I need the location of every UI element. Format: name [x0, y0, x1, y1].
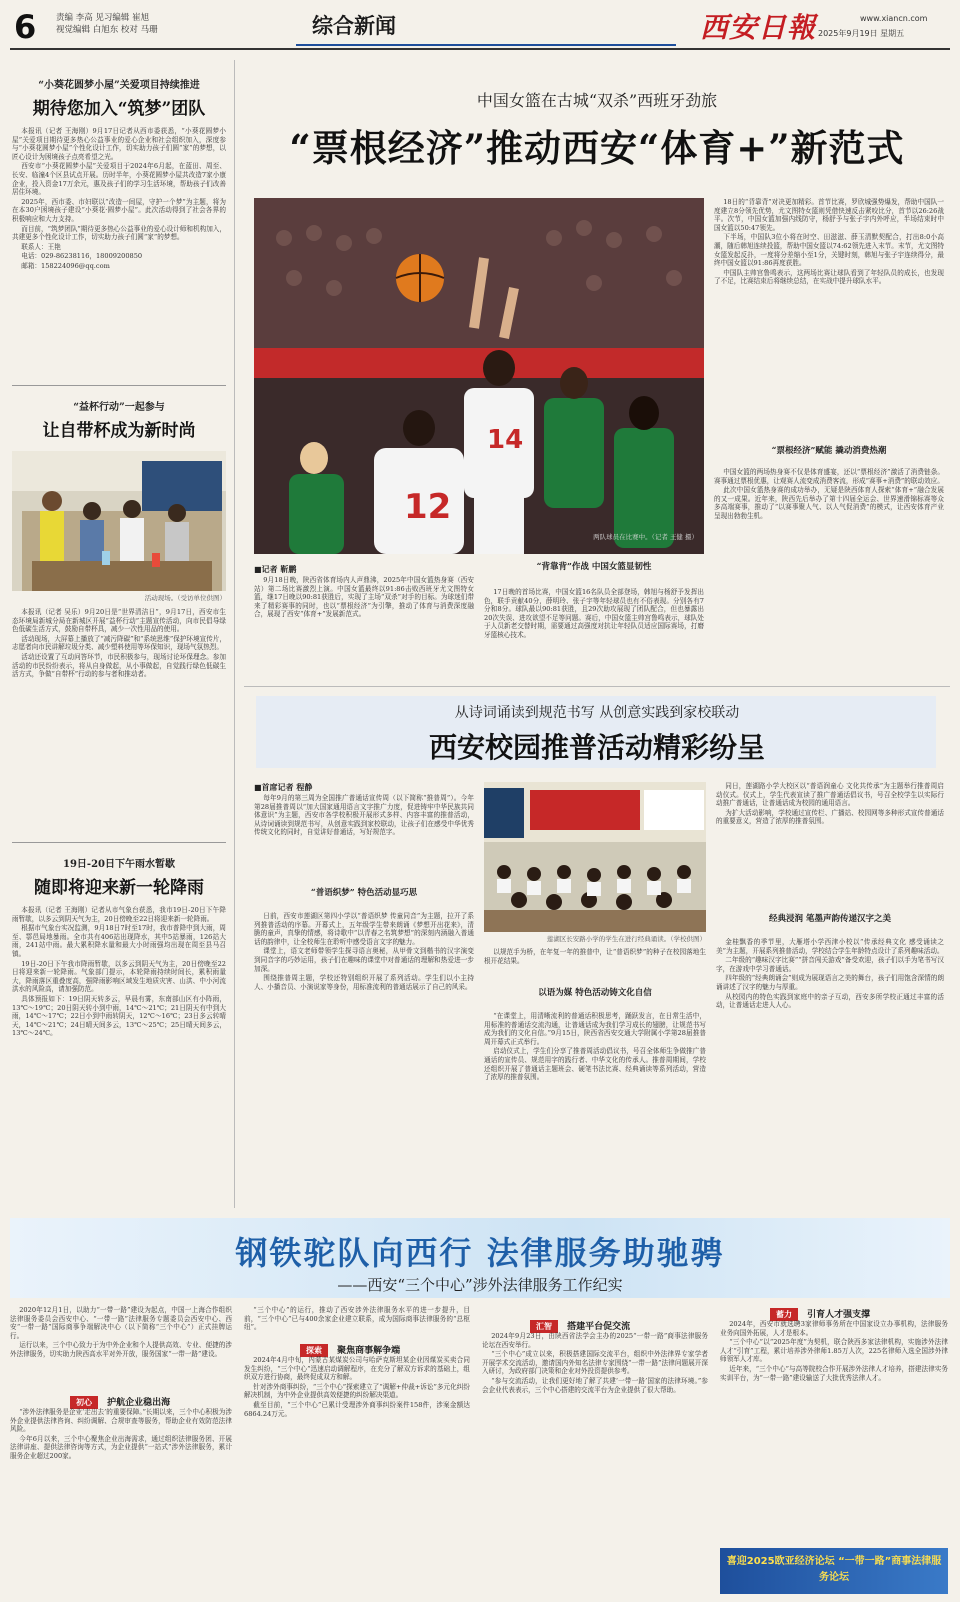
campus-col3b-p4: 从校园内的特色实践到家庭中的亲子互动，西安多所学校正通过丰富的活动，让普通话走进人人心。	[716, 992, 944, 1010]
a1-phone: 电话：029-86238116，18009200850	[21, 252, 143, 261]
legal-subtitle: ——西安“三个中心”涉外法律服务工作纪实	[337, 1276, 623, 1294]
issue-date: 2025年9月19日 星期五	[818, 29, 905, 38]
campus-col2-p1: 以规范手为桥，在年复一年的推普中，让“普语织梦”的种子在校园落地生根开花结果。	[484, 948, 706, 965]
a3-p3: 19日-20日下午我市降雨暂歇，以多云到阴天气为主，20日傍晚至22日将迎来新一轮降雨。气象部门提示，本轮降雨持续时间长，累积雨量大，降雨落区重叠度高，强降雨影响区域发生地质灾害、山洪、中小河流洪水的风险高，请加强防范。	[12, 959, 226, 994]
main-article	[244, 56, 950, 680]
campus-col3b-p1: 金桂飘香的季节里，大雁塔小学西津小校以“传承经典文化 感受诵读之美”为主题，开展系列推普活动，学校结合学生年龄特点设计了系列趣味活动。	[716, 938, 944, 955]
newspaper-logo: 西安日報	[700, 11, 817, 44]
basketball-photo	[254, 198, 704, 554]
classroom-photo-image	[484, 782, 706, 932]
main-col-3b	[714, 468, 944, 676]
section-title: 综合新闻	[312, 14, 396, 38]
legal-title: 钢铁驼队向西行 法律服务助驰骋	[235, 1234, 725, 1272]
main-col3b-p2: 此次中国女篮热身赛的成功举办，无疑是陕西体育人探索“体育+”融合发展的又一成果。近年来，陕西先后举办了第十四届全运会、世界速滑锦标赛等众多高端赛事，推动了“以赛事聚人气、以人气促消费”的模式，让西安体育产业呈现出勃勃生机。	[714, 486, 944, 520]
legal-c3-p1: 2024年9月23日，由陕西省法学会主办的2025“一带一路”商事法律服务论坛在西安举行。	[482, 1332, 708, 1349]
legal-c2-p1: 2024年4月中旬，内蒙古某煤炭公司与哈萨克斯坦某企业因煤炭买卖合同发生纠纷，“三个中心”迅速启动调解程序，在充分了解双方诉求的基础上，组织双方进行协商，最终促成双方和解。	[244, 1356, 470, 1382]
main-col3b-p1: 中国女篮的两场热身赛不仅是体育盛宴，还以“票根经济”激活了消费链条。赛事通过票根优惠，让观赛人流变成消费客流，形成“赛事+消费”的联动效应。	[714, 468, 944, 485]
campus-col3b-p2: 二年级的“趣味汉字比赛”“拼音闯关游戏”备受欢迎，孩子们以手为笔书写汉字，在游戏中学习普通话。	[716, 956, 944, 973]
campus-sub-1: “普语织梦” 特色活动显巧思	[310, 888, 418, 898]
legal-c2-p2: 针对涉外商事纠纷，“三个中心”探索建立了“调解+仲裁+诉讼”多元化纠纷解决机制，为中外企业提供高效便捷的纠纷解决渠道。	[244, 1382, 470, 1400]
article-3-body	[12, 906, 226, 1142]
legal-intro	[10, 1306, 232, 1386]
main-col3-p1: 18日的“背靠背”对决更加精彩。首节比赛，罗欣城强势爆发，帮助中国队一度建立8分领先优势，尤文图特女篮则凭借快速反击紧咬比分，首节以26:26战平。次节，中国女篮加强内线防守，杨舒予与张子宇内外呼应，半场结束时中国女篮以50:47领先。	[714, 198, 944, 232]
a1-email: 邮箱：158224096@qq.com	[21, 261, 110, 270]
a2-p3: 活动还设置了互动问答环节，市民积极参与，现场讨论环保理念。参加活动的市民纷纷表示，将从自身做起，从小事做起，自觉践行绿色低碳生活方式，争做“自带杯”行动的参与者和推动者。	[12, 652, 226, 679]
legal-col-2	[244, 1356, 470, 1594]
article-1-kicker: “小葵花圆梦小屋”关爱项目持续推进	[38, 80, 200, 91]
campus-kicker: 从诗词诵读到规范书写 从创意实践到家校联动	[454, 705, 740, 721]
campus-col-2	[484, 948, 706, 972]
legal-intro-p1: 2020年12月1日，以助力“一带一路”建设为起点，中国一上海合作组织法律服务委员会西安中心、“一带一路”法律服务专题委员会西安中心、西安“一带一路”国际商事争端解决中心（以下简称“三个中心”）正式挂牌运行。	[10, 1306, 232, 1340]
tag-2-row	[300, 1338, 470, 1357]
campus-col3b-p3: 四年级的“经典朗诵会”则成为展现语言之美的舞台，孩子们用饱含深情的朗诵讲述了汉字的魅力与厚重。	[716, 974, 944, 991]
main-col-2	[484, 588, 704, 676]
article-2-kicker: “益杯行动”一起参与	[73, 402, 165, 413]
main-byline: ■记者 靳鹏	[254, 565, 297, 574]
main-kicker: 中国女篮在古城“双杀”西班牙劲旅	[476, 91, 718, 110]
campus-col1b-p3: 围绕推普周主题，学校还特别组织开展了系列活动。学生们以小主持人、小播音员、小演说家等身份，用标准流利的普通话展示了自己的风采。	[254, 974, 474, 991]
campus-col-3b	[716, 938, 944, 1206]
campus-col-1b	[254, 912, 474, 1206]
legal-c1-p1: “涉外法律服务是企业‘走出去’的重要保障。”长期以来，三个中心积极为涉外企业提供法律咨询、纠纷调解、合规审查等服务，帮助企业有效防范法律风险。	[10, 1408, 232, 1434]
article-3-kicker: 19日-20日下午雨水暂歇	[63, 859, 175, 870]
main-sub-2: “票根经济”赋能 撬动消费热潮	[771, 446, 887, 456]
activity-photo-caption: 活动现场。（受访单位供图）	[144, 594, 226, 602]
campus-col1b-p1: 日前，西安市莲湖区第四小学以“普语织梦 传童同音”为主题，拉开了系列推普活动的序幕。开幕式上，五年级学生带来朗诵《梦想开出花来》，清脆的童声，真挚的情感，将诗歌中“以青春之名筑梦想”的深刻内涵融入普通话的韵律中，让全校师生在聆听中感受语言文字的魅力。	[254, 912, 474, 946]
divider	[12, 842, 226, 843]
left-column-divider	[234, 60, 235, 1208]
editor-line-1: 责编 李高 见习编辑 崔旭	[56, 13, 150, 23]
page-number: 6	[14, 8, 37, 46]
a1-p3: 2025年，西市委、市妇联以“改造一间屋，守护一个梦”为主题，将为在本30户困境孩子建设“小葵花·圆梦小屋”。此次活动得到了社会各界的积极响应和大力支持。	[12, 197, 226, 223]
article-2-body	[12, 608, 226, 836]
tag-3-row	[530, 1314, 700, 1333]
legal-c1-p2: 今年6月以来，三个中心聚焦企业出海需求，通过组织法律服务团、开展法律讲座、提供法律咨询等方式，为企业提供“一站式”涉外法律服务，累计服务企业超过200家。	[10, 1434, 232, 1460]
tag-2-title: 聚焦商事解争端	[337, 1346, 401, 1356]
a1-contact: 联系人：王艳	[21, 242, 61, 251]
campus-sub-2: 以语为媒 特色活动铸文化自信	[538, 988, 652, 998]
forum-ad	[720, 1548, 948, 1594]
tag-2: 探索	[300, 1344, 328, 1357]
activity-photo-image	[12, 451, 226, 591]
tag-4-title: 引育人才强支撑	[807, 1310, 871, 1320]
masthead	[0, 0, 960, 50]
legal-col-4	[720, 1320, 948, 1542]
campus-title: 西安校园推普活动精彩纷呈	[428, 731, 765, 764]
a2-p2: 活动现场，大屏幕上播放了“减污降碳”和“系统思维”保护环境宣传片，志愿者向市民讲解垃圾分类、减少塑料使用等环保知识，现场气氛热烈。	[12, 634, 226, 652]
a1-p1: 本报讯（记者 王海刚）9月17日记者从西市委获悉，“小葵花圆梦小屋”关爱项目期待更多热心公益事业的爱心企业和社会组织加入，深度参与“小葵花圆梦小屋”个性化设计工作，切实助力孩子们圆“家”的梦想，以匠心设计为困境孩子点亮希望之光。	[12, 127, 226, 161]
masthead-rule	[10, 48, 950, 50]
svg-text:12: 12	[404, 487, 452, 527]
article-3-title: 随即将迎来新一轮降雨	[34, 878, 204, 898]
forum-ad-text: 喜迎2025欧亚经济论坛 “一带一路”商事法律服务论坛	[726, 1556, 942, 1583]
legal-c4-p3: 近年来，“三个中心”与高等院校合作开展涉外法律人才培养，搭建法律实务实训平台，为“一带一路”建设输送了大批优秀法律人才。	[720, 1364, 948, 1382]
legal-c3-p3: “参与交流活动，让我们更好地了解了共建‘一带一路’国家的法律环境。”参会企业代表表示，三个中心搭建的交流平台为企业提供了很大帮助。	[482, 1376, 708, 1394]
tag-1: 初心	[70, 1396, 98, 1409]
basketball-photo-caption: 两队球员在比赛中。（记者 王健 摄）	[593, 533, 698, 541]
main-title: “票根经济”推动西安“体育+”新范式	[289, 126, 905, 170]
divider	[12, 385, 226, 386]
legal-c4-p1: 2024年，西安市就选聘3家律师事务所在中国家设立办事机构，法律服务业务向国外拓展，人才是根本。	[720, 1320, 948, 1337]
campus-sub-3: 经典浸润 笔墨声韵传递汉字之美	[769, 914, 891, 924]
campus-col-2b	[484, 1012, 706, 1206]
main-col-3	[714, 198, 944, 436]
tag-1-row	[70, 1390, 240, 1409]
article-1-title: 期待您加入“筑梦”团队	[32, 99, 206, 119]
legal-intro-p2: 运行以来，三个中心致力于为中外企业和个人提供高效、专业、便捷的涉外法律服务，切实助力陕西高水平对外开放，服务国家“一带一路”建设。	[10, 1341, 232, 1358]
campus-byline: ■首席记者 程静	[254, 783, 313, 792]
tag-4: 蓄力	[770, 1308, 798, 1321]
legal-feature	[10, 1218, 950, 1598]
main-col-1	[254, 576, 474, 676]
campus-col-1	[254, 794, 474, 882]
legal-col-2-top	[244, 1306, 470, 1336]
a3-p4: 具体预报如下：19日阴天转多云，早晨有雾，东南部山区有小阵雨，13℃～19℃；20日阴天转小到中雨，14℃～21℃；21日阴天有中到大雨，14℃～17℃；22日小到中雨转阴天，12℃～16℃；23日多云转晴天，14℃～21℃；24日晴天间多云，13℃～25℃；25日晴天间多云，13℃～24℃。	[12, 994, 226, 1038]
article-2-title: 让自带杯成为新时尚	[42, 421, 196, 441]
main-col3-p2: 下半场，中国队3位小将在时空、田滋滋、薛玉清默契配合，打出8:0小高潮，随后韩旭连续投篮，帮助中国女篮以74:62领先进入末节。末节，尤文图特女篮发起反扑，一度将分差缩小至1分，关键时刻，韩旭与张子宇连续得分，最终中国女篮以91:86再度获胜。	[714, 233, 944, 268]
legal-c3-p2: “三个中心”成立以来，积极搭建国际交流平台，组织中外法律界专家学者开展学术交流活动，邀请国内外知名法律专家围绕“一带一路”法律问题展开深入研讨，为政府部门决策和企业对外投资提供参考。	[482, 1350, 708, 1376]
classroom-photo-caption: 莲湖区长安路小学的学生在进行经典诵读。（学校供图）	[546, 935, 706, 943]
tag-1-title: 护航企业稳出海	[107, 1398, 171, 1408]
main-col2-p1: 17日晚的首场比赛，中国女篮16名队员全部登场，韩旭与杨舒予发挥出色，联手贡献40分，薛明玲、张子宇等年轻球员也有不俗表现。分别各有7分和8分。球队最以90:81获胜，且29次助攻展现了团队配合，但也暴露出20次失误、进攻欲望不足等问题。赛后，中国女篮主帅宫鲁鸣表示，球队处于人员新老交替时期，需要通过高强度对抗让年轻队员适应国际赛场，打磨牙篮核心技术。	[484, 588, 704, 639]
a1-p4: 而目前，“筑梦团队”期待更多热心公益事业的爱心设计师和机构加入，共建更多个性化设计工作，切实助力孩子们圆“家”的梦想。	[12, 224, 226, 242]
campus-col1-p1: 每年9月的第三周为全国推广普通话宣传周（以下简称“推普周”）。今年第28届推普周以“加大国家通用语言文字推广力度，促进铸牢中华民族共同体意识”为主题，西安市各学校积极开展形式多样、内容丰富的推普活动，从诗词诵读到规范书写，从创意实践到家校联动，让孩子们在感受中华优秀传统文化的同时，自觉讲好普通话，写好规范字。	[254, 794, 474, 837]
campus-col3-p1: 同日，莲湖路小学大校区以“普语润童心 文化共传承”为主题举行推普周启动仪式。仪式上，学生代表宣读了推广普通话倡议书，号召全校学生以实际行动推广普通话，让普通话成为校园的通用语言。	[716, 782, 944, 808]
campus-col1b-p2: 课堂上，语文老师带领学生探寻语言奥秘，从甲骨文到楷书的汉字演变到同音字的巧妙运用，孩子们在趣味的课堂中对普通话的理解和热爱进一步加深。	[254, 947, 474, 973]
main-bottom-rule	[244, 686, 950, 687]
main-col3-p3: 中国队主帅宫鲁鸣表示，这两场比赛让球队看到了年轻队员的成长，也发现了不足，比赛结束后将继续总结，在实战中提升球队水平。	[714, 268, 944, 286]
main-col1-p1: 9月18日晚，陕西省体育场内人声鼎沸，2025年中国女篮热身赛（西安站）第二场比赛激烈上演。中国女篮最终以91:86击败西班牙尤文图特女篮，继17日晚以90:81获胜后，实现了主场“双杀”对手的目标。为球迷们带来了精彩赛事的同时，也以“票根经济”为引擎，推动了体育与消费深度融合，展现了西安“体育+”发展新范式。	[254, 576, 474, 619]
main-sub-1: “背靠背”作战 中国女篮显韧性	[536, 562, 652, 572]
campus-article	[244, 690, 950, 1210]
a3-p1: 本报讯（记者 王海刚）记者从市气象台获悉，我市19日-20日下午降雨暂歇，以多云到阴天气为主，20日傍晚至22日将迎来新一轮降雨。	[12, 906, 226, 923]
a2-p1: 本报讯（记者 吴乐）9月20日是“世界清洁日”，9月17日，西安市生态环境局新城分局在新城区开展“益杯行动”主题宣传活动，向市民倡导绿色低碳生活方式，鼓励自带杯具，减少一次性用品的使用。	[12, 608, 226, 634]
a3-p2: 根据市气象台实况监测，9月18日7时至17时，我市普降中到大雨，周至、鄠邑局地暴雨。全市共有406站出现降水，其中5站暴雨，126站大雨，241站中雨。最大累积降水量和最大小时雨强均出现在周至县马召镇。	[12, 924, 226, 958]
svg-text:14: 14	[487, 425, 524, 455]
website: www.xiancn.com	[860, 14, 928, 23]
left-column	[12, 56, 226, 1216]
campus-col2b-p2: 启动仪式上，学生们分享了推普周活动倡议书，号召全体师生争做推广普通话的宣传员、规范用字的践行者、中华文化的传承人。推普周期间，学校还组织开展了普通话主题班会、硬笔书法比赛、经典诵读等系列活动，营造了浓厚的推普氛围。	[484, 1047, 706, 1082]
legal-c4-p2: “三个中心”以“2025年度”为契机，联合陕西多家法律机构，实施涉外法律人才“引育”工程，累计培养涉外律师1.85万人次，225名律师入选全国涉外律师领军人才库。	[720, 1338, 948, 1364]
editor-line-2: 视觉编辑 白旭东 校对 马珊	[56, 25, 158, 35]
legal-c2-p3: 截至目前，“三个中心”已累计受理涉外商事纠纷案件158件，涉案金额达6864.24万元。	[244, 1400, 470, 1418]
editors	[56, 12, 158, 36]
legal-col-1	[10, 1408, 232, 1594]
campus-col-3	[716, 782, 944, 906]
legal-banner	[10, 1218, 950, 1298]
tag-3: 汇智	[530, 1320, 558, 1333]
legal-col-3	[482, 1332, 708, 1594]
tag-3-title: 搭建平台促交流	[567, 1322, 631, 1332]
a1-p2: 西安市“小葵花圆梦小屋”关爱项目于2024年6月起，在蓝田、周至、长安、临潼4个区县试点开展。历时半年，小葵花圆梦小屋共改造7家小康企业，投入资金17万余元，惠及孩子们的学习生活环境，帮助孩子们改善居住环境。	[12, 162, 226, 197]
activity-photo	[12, 451, 226, 591]
campus-col2b-p1: “在课堂上，用清晰流利的普通话积极思考，踊跃发言，在日常生活中，用标准的普通话交流沟通，让普通话成为我们学习成长的翅膀，让规范书写成为我们的文化自信。”9月15日，陕西省西安交通大学附属小学第28届推普周开幕式正式举行。	[484, 1012, 706, 1046]
legal-c2-top-p1: “三个中心”的运行，推动了西安涉外法律服务水平的进一步提升，目前，“三个中心”已与400余家企业建立联系，成为国际商事法律服务的“总枢纽”。	[244, 1306, 470, 1332]
classroom-photo	[484, 782, 706, 932]
basketball-photo-image	[254, 198, 704, 554]
tag-4-row	[770, 1302, 940, 1321]
article-1-body	[12, 127, 226, 379]
section-underline	[296, 44, 676, 46]
campus-col3-p2: 为扩大活动影响，学校通过宣传栏、广播站、校园网等多种形式宣传普通话的重要意义，营造了浓厚的推普氛围。	[716, 808, 944, 826]
